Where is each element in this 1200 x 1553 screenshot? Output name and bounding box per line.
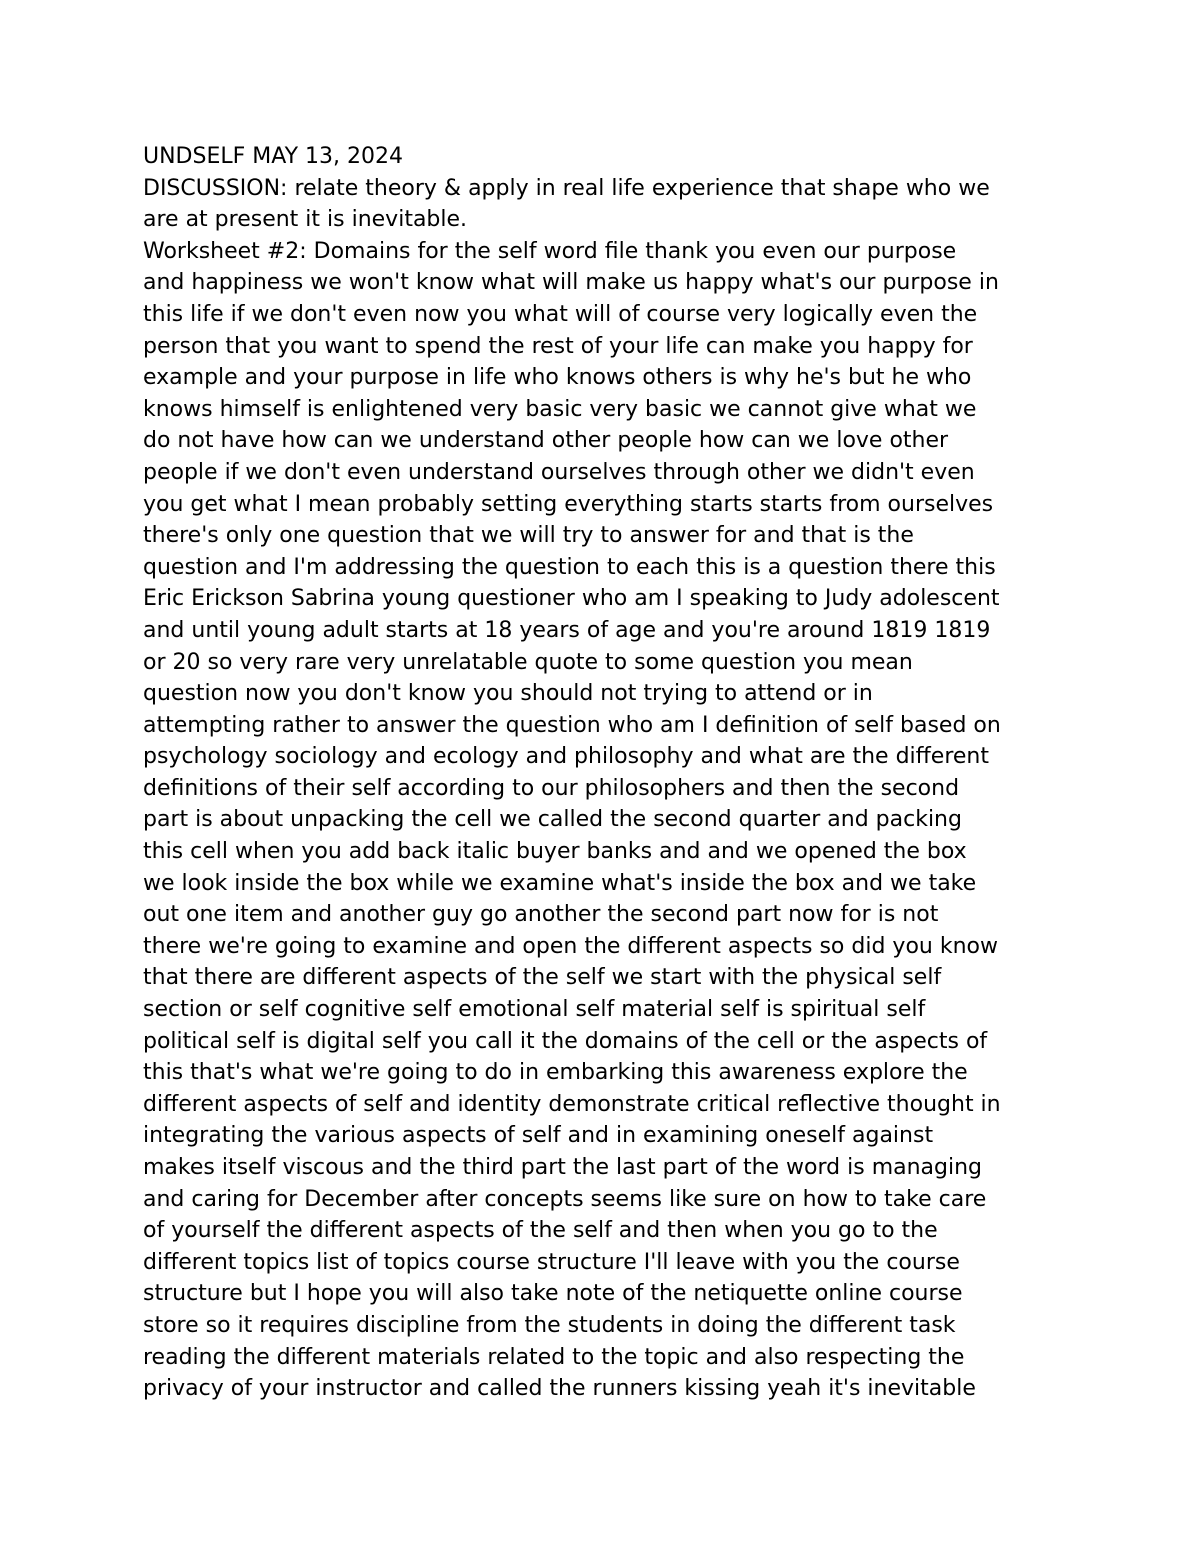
document-text-line: Eric Erickson Sabrina young questioner who am I speaking to Judy adolescent <box>143 586 1000 612</box>
document-text-line: and happiness we won't know what will make us happy what's our purpose in <box>143 270 999 296</box>
document-text-line: out one item and another guy go another the second part now for is not <box>143 902 939 928</box>
document-text-line: question now you don't know you should not trying to attend or in <box>143 681 873 707</box>
document-text-line: there's only one question that we will try to answer for and that is the <box>143 523 914 549</box>
document-text-line: that there are different aspects of the self we start with the physical self <box>143 965 942 991</box>
document-text-line: integrating the various aspects of self and in examining oneself against <box>143 1123 934 1149</box>
document-text-line: makes itself viscous and the third part the last part of the word is managing <box>143 1155 983 1180</box>
document-text-line: DISCUSSION: relate theory & apply in real life experience that shape who we <box>143 175 990 201</box>
document-text-line: of yourself the different aspects of the self and then when you go to the <box>143 1218 938 1244</box>
document-text-line: or 20 so very rare very unrelatable quote to some question you mean <box>143 649 913 675</box>
document-text-line: reading the different materials related to the topic and also respecting the <box>143 1344 965 1370</box>
document-title-line: UNDSELF MAY 13, 2024 <box>143 144 403 169</box>
document-text-line: and until young adult starts at 18 years of age and you're around 1819 1819 <box>143 617 991 643</box>
document-text-line: people if we don't even understand ourselves through other we didn't even <box>143 459 975 485</box>
document-text-line: question and I'm addressing the question to each this is a question there this <box>143 554 996 580</box>
document-text-line: part is about unpacking the cell we called the second quarter and packing <box>143 807 962 833</box>
document-text-line: definitions of their self according to our philosophers and then the second <box>143 775 960 801</box>
document-text-line: attempting rather to answer the question who am I definition of self based on <box>143 712 1001 738</box>
document-text-line: are at present it is inevitable. <box>143 207 468 233</box>
document-text-line: structure but I hope you will also take note of the netiquette online course <box>143 1281 963 1307</box>
document-text-line: Worksheet #2: Domains for the self word file thank you even our purpose <box>143 238 957 264</box>
document-text-line: privacy of your instructor and called the runners kissing yeah it's inevitable <box>143 1376 976 1402</box>
document-text-line: store so it requires discipline from the students in doing the different task <box>143 1312 956 1338</box>
document-text-line: political self is digital self you call it the domains of the cell or the aspects of <box>143 1028 988 1054</box>
document-text-line: example and your purpose in life who knows others is why he's but he who <box>143 365 972 391</box>
document-text-line: do not have how can we understand other people how can we love other <box>143 428 949 454</box>
document-text-line: and caring for December after concepts seems like sure on how to take care <box>143 1186 987 1212</box>
document-text-line: person that you want to spend the rest of your life can make you happy for <box>143 333 973 359</box>
document-text-line: different topics list of topics course structure I'll leave with you the course <box>143 1249 960 1275</box>
document-text-line: there we're going to examine and open the different aspects so did you know <box>143 933 998 959</box>
document-text-line: this that's what we're going to do in embarking this awareness explore the <box>143 1060 968 1086</box>
document-text-line: knows himself is enlightened very basic very basic we cannot give what we <box>143 396 977 422</box>
document-text-line: we look inside the box while we examine what's inside the box and we take <box>143 870 977 896</box>
document-text-line: this cell when you add back italic buyer banks and and we opened the box <box>143 839 967 865</box>
document-body <box>143 141 1083 1405</box>
document-text-line: this life if we don't even now you what will of course very logically even the <box>143 301 978 327</box>
document-text-line: you get what I mean probably setting everything starts starts from ourselves <box>143 491 994 517</box>
document-text-line: section or self cognitive self emotional self material self is spiritual self <box>143 997 926 1023</box>
document-text-line: different aspects of self and identity demonstrate critical reflective thought in <box>143 1091 1001 1117</box>
document-text-line: psychology sociology and ecology and philosophy and what are the different <box>143 744 990 770</box>
